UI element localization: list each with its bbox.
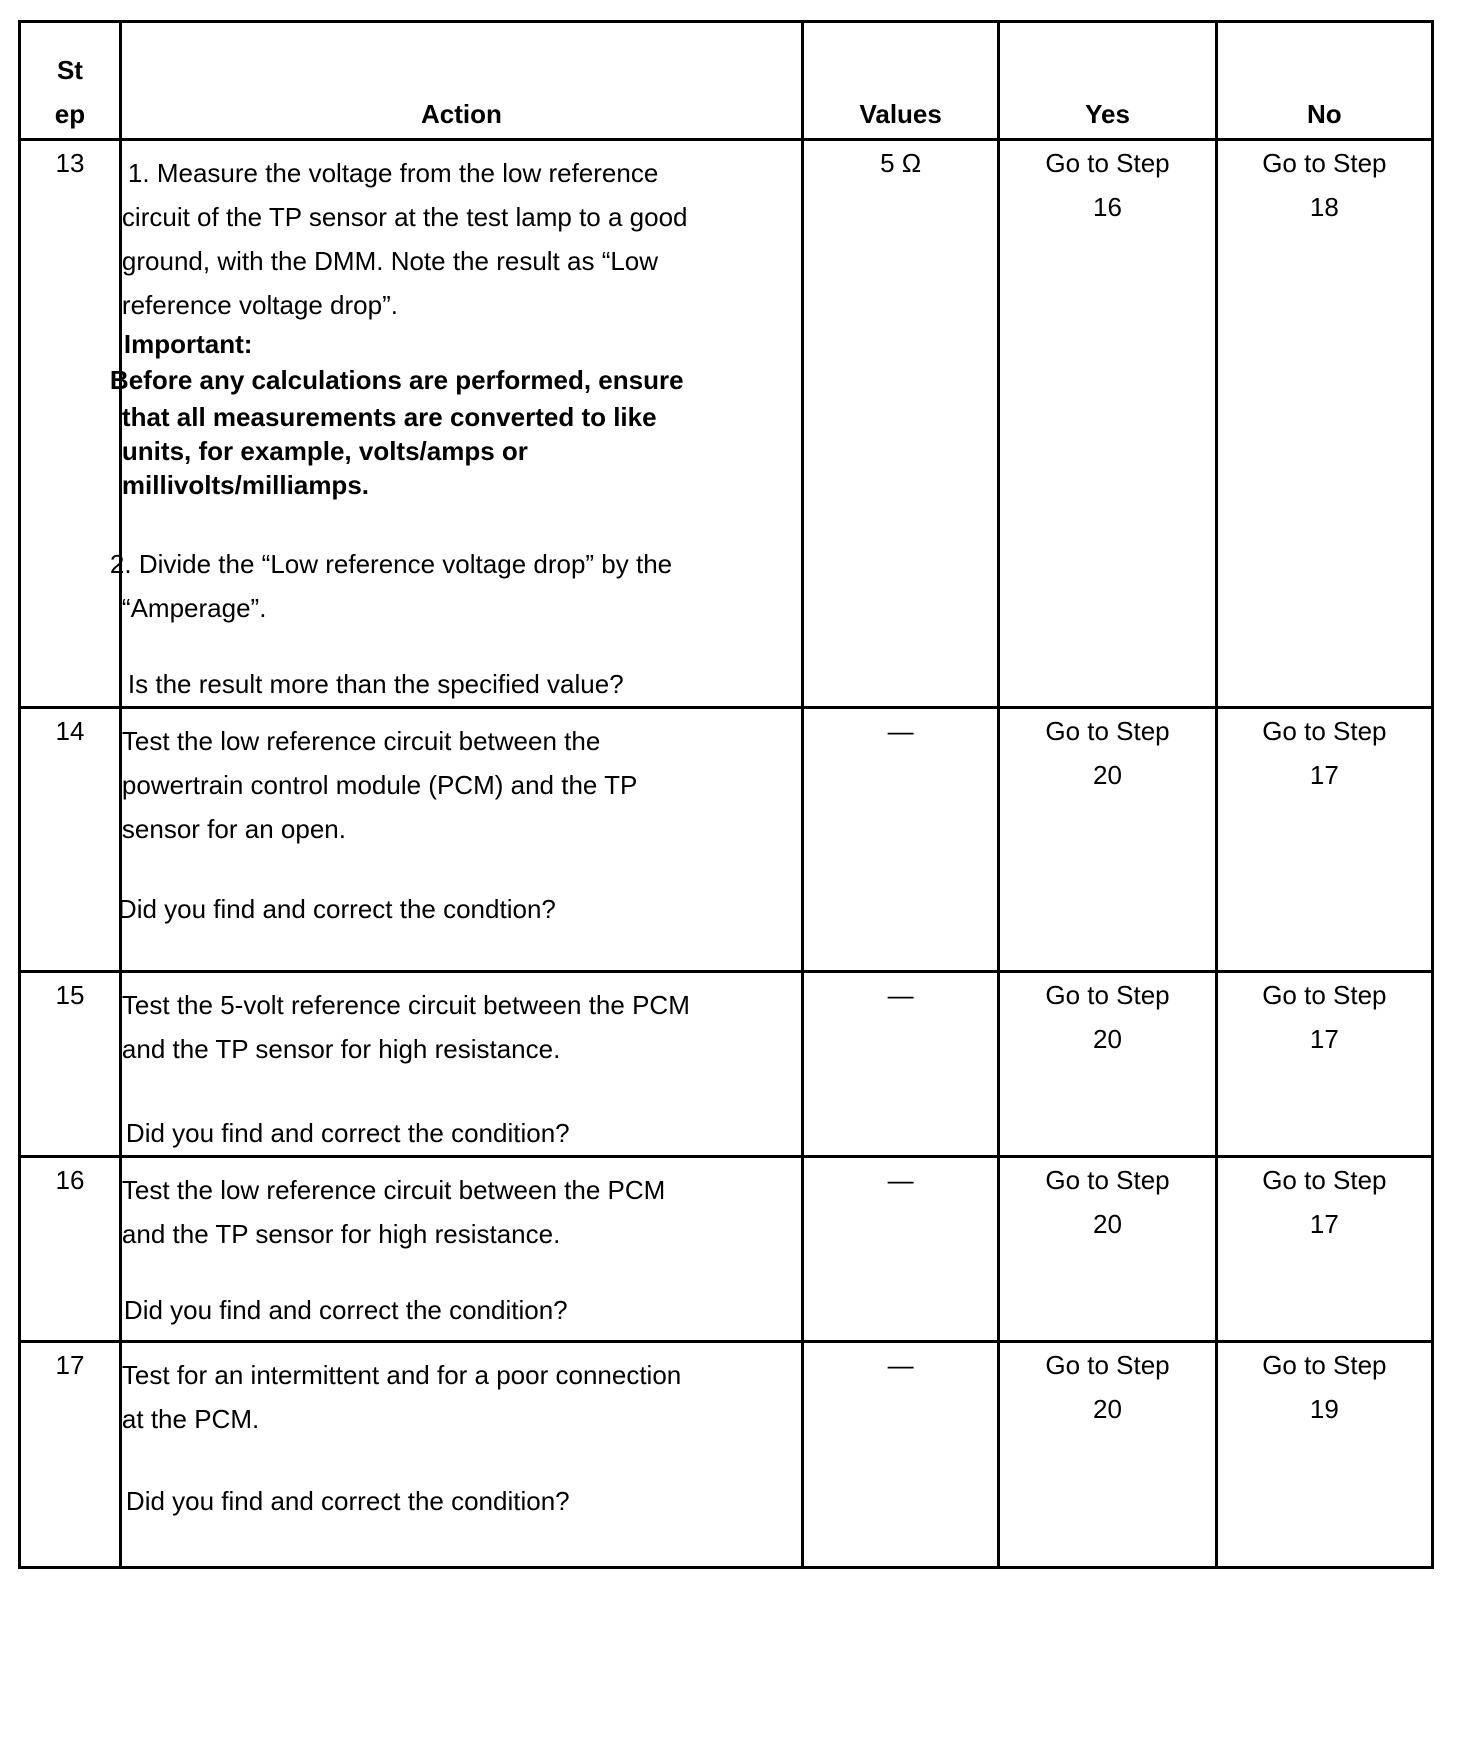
value-cell: — xyxy=(803,1157,999,1342)
yes-cell: Go to Step 20 xyxy=(999,972,1216,1157)
header-step: St ep xyxy=(20,22,121,140)
diagnostic-table xyxy=(18,20,1434,1569)
step-number: 13 xyxy=(20,140,121,708)
action-cell: Test the 5-volt reference circuit between the PCM and the TP sensor for high resistance. Did you find and correct the condition? xyxy=(120,972,802,1157)
step-number: 15 xyxy=(20,972,121,1157)
step-number: 17 xyxy=(20,1342,121,1568)
action-cell: 1. Measure the voltage from the low reference circuit of the TP sensor at the test lamp to a good ground, with the DMM. Note the result as “Low reference voltage drop”. Important: Before any calculations are performed, ensure that all measurements are converted to like units, for example, volts/amps or millivolts/milliamps. 2. Divide the “Low reference voltage drop” by the “Amperage”. Is the result more than the specified value? xyxy=(120,140,802,708)
value-cell: — xyxy=(803,708,999,972)
question-text: Did you find and correct the condition? xyxy=(125,1486,570,1516)
no-cell: Go to Step 17 xyxy=(1216,708,1432,972)
header-action: Action xyxy=(120,22,802,140)
table-row xyxy=(20,708,1433,972)
header-values: Values xyxy=(803,22,999,140)
no-cell: Go to Step 17 xyxy=(1216,972,1432,1157)
value-cell: — xyxy=(803,972,999,1157)
yes-cell: Go to Step 20 xyxy=(999,1342,1216,1568)
action-cell: Test for an intermittent and for a poor connection at the PCM. Did you find and correct the condition? xyxy=(120,1342,802,1568)
question-text: Did you find and correct the condition? xyxy=(123,1295,568,1325)
no-cell: Go to Step 19 xyxy=(1216,1342,1432,1568)
yes-cell: Go to Step 16 xyxy=(999,140,1216,708)
table-row xyxy=(20,1342,1433,1568)
action-cell: Test the low reference circuit between the PCM and the TP sensor for high resistance. Did you find and correct the condition? xyxy=(120,1157,802,1342)
header-no: No xyxy=(1216,22,1432,140)
question-text: Did you find and correct the condition? xyxy=(125,1118,570,1148)
no-cell: Go to Step 18 xyxy=(1216,140,1432,708)
question-text: Did you find and correct the condtion? xyxy=(117,894,556,924)
action-cell: Test the low reference circuit between the powertrain control module (PCM) and the TP sensor for an open. Did you find and correct the condtion? xyxy=(120,708,802,972)
yes-cell: Go to Step 20 xyxy=(999,1157,1216,1342)
table-row xyxy=(20,1157,1433,1342)
table-row xyxy=(20,972,1433,1157)
step-number: 14 xyxy=(20,708,121,972)
header-yes: Yes xyxy=(999,22,1216,140)
header-row xyxy=(20,22,1433,140)
yes-cell: Go to Step 20 xyxy=(999,708,1216,972)
important-label: Important: xyxy=(123,329,253,359)
value-cell: 5 Ω xyxy=(803,140,999,708)
step-number: 16 xyxy=(20,1157,121,1342)
question-text: Is the result more than the specified value? xyxy=(127,669,624,699)
no-cell: Go to Step 17 xyxy=(1216,1157,1432,1342)
value-cell: — xyxy=(803,1342,999,1568)
table-row xyxy=(20,140,1433,708)
